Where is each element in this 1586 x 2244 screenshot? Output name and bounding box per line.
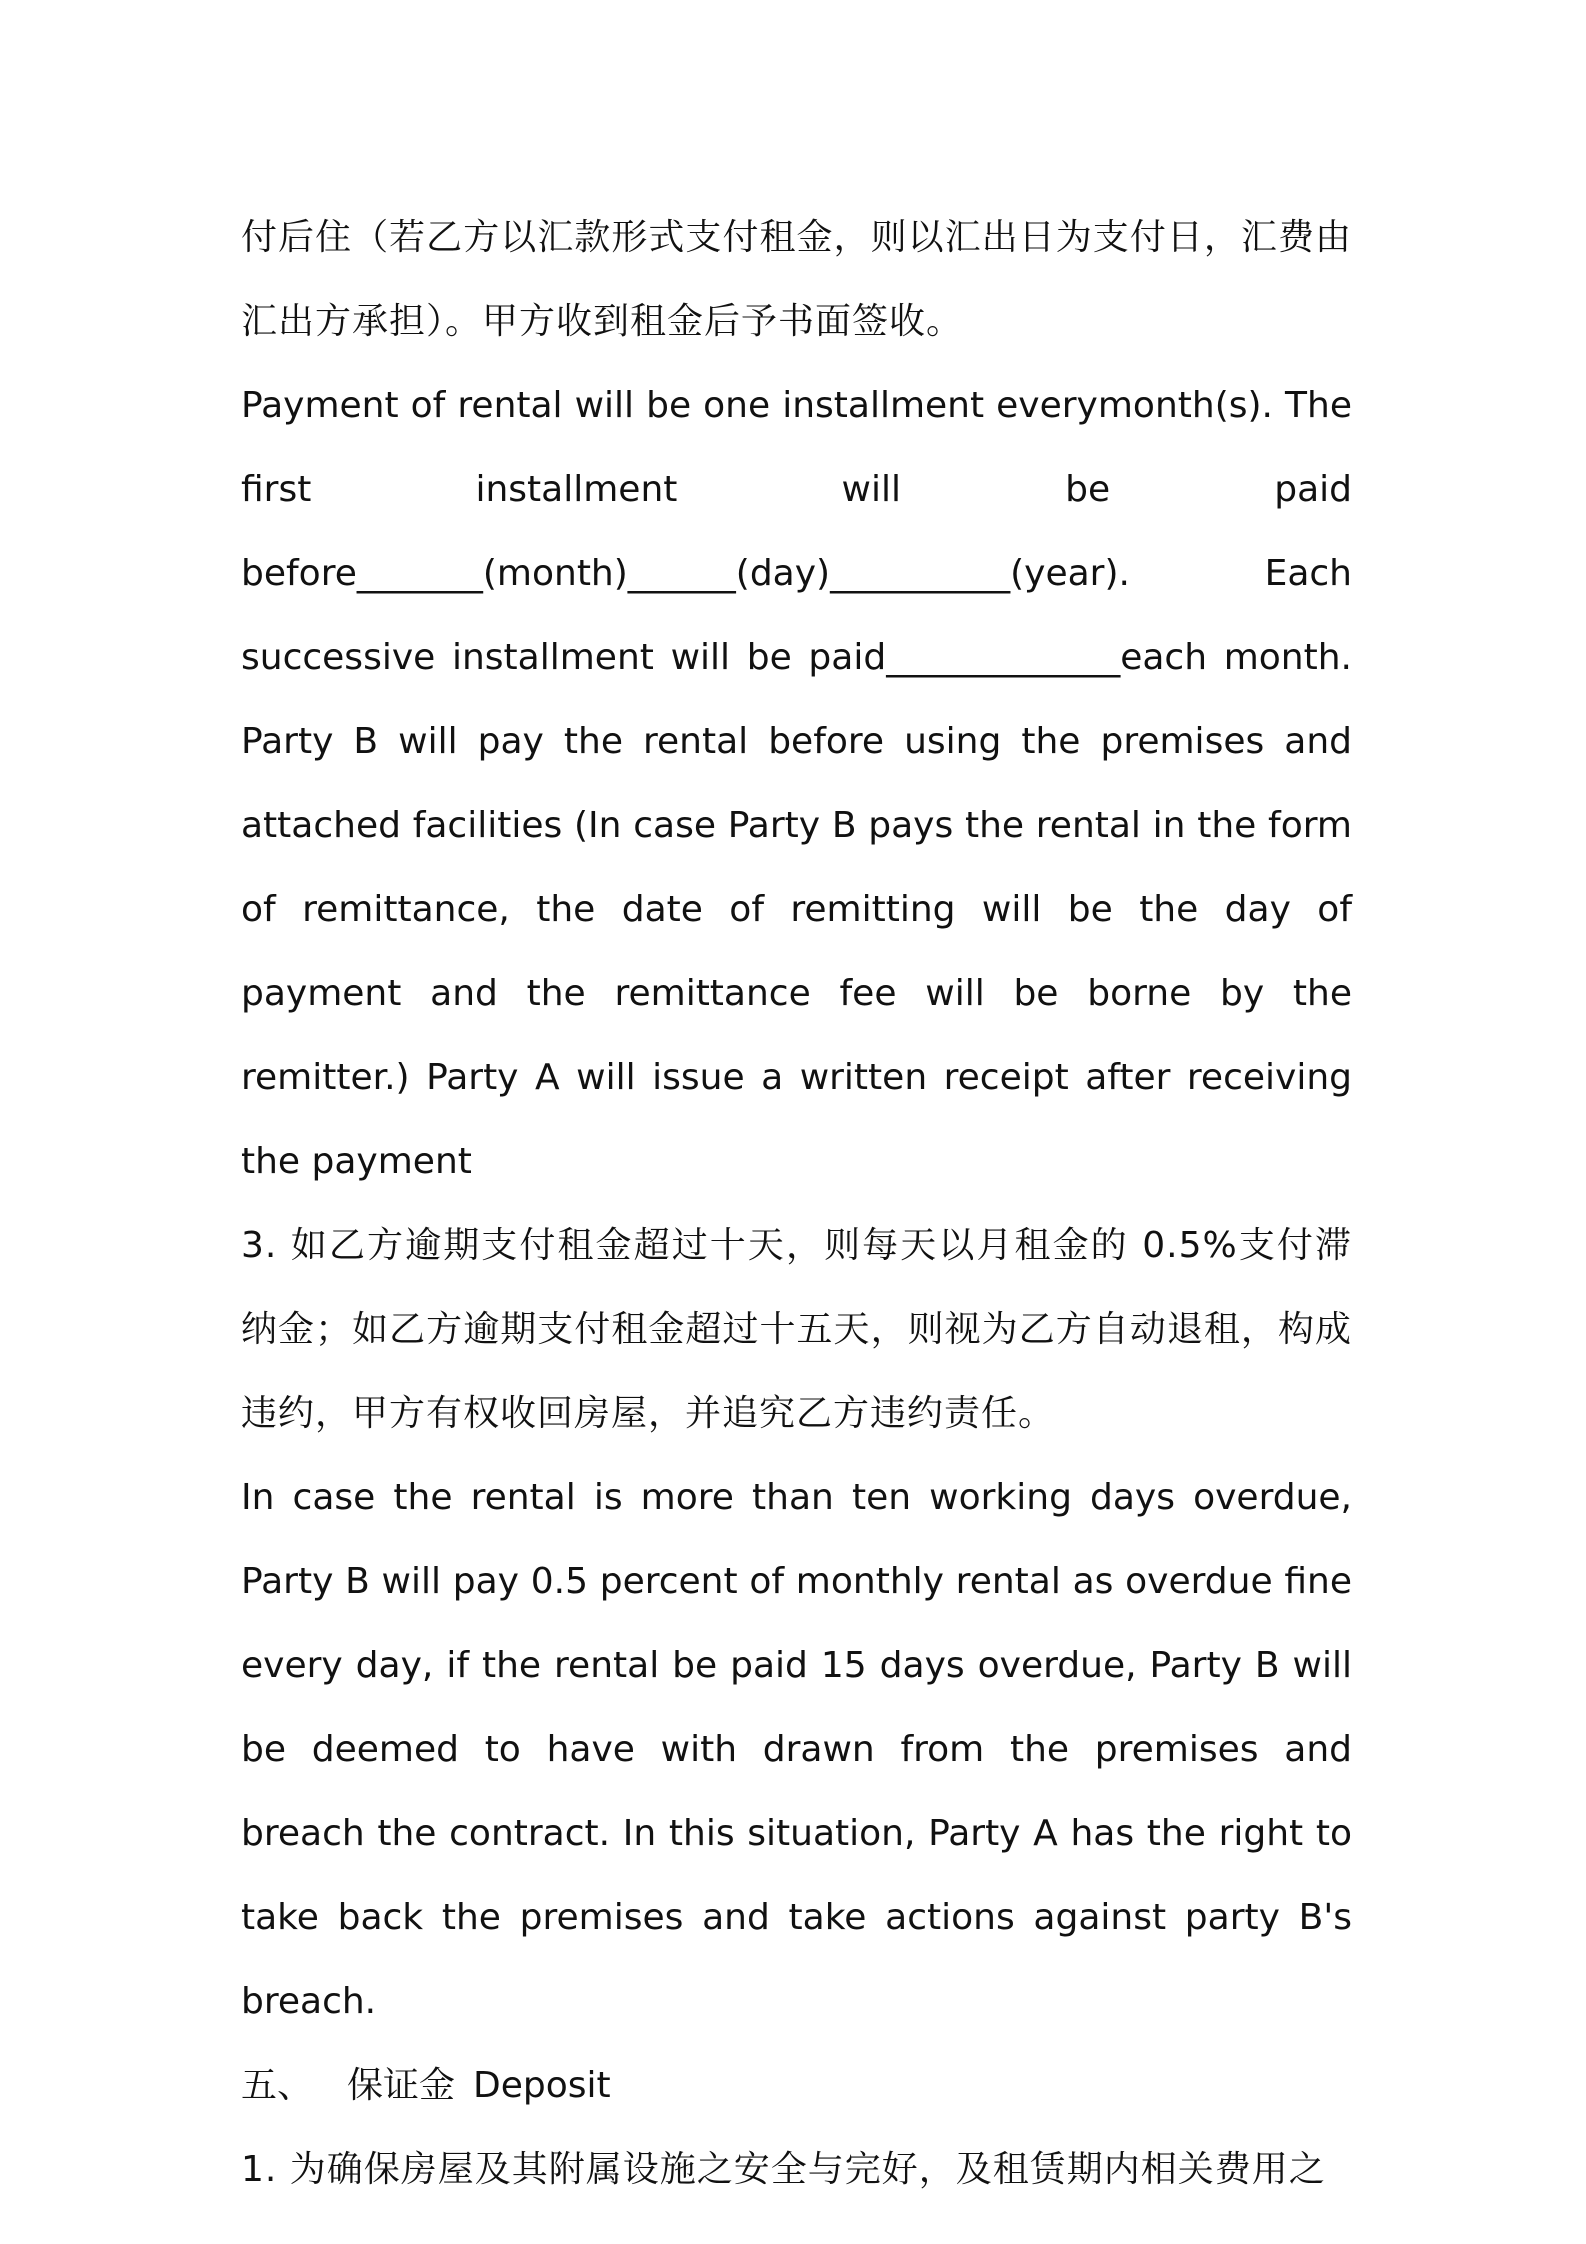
section-title-en: Deposit [473, 2065, 611, 2106]
section-number: 五、 [241, 2065, 314, 2106]
paragraph-payment-en: Payment of rental will be one installment everymonth(s). The first installment will be paid before_______(month)______(day)__________(year). Each successive installment will be paid_____________each month. Party B will pay the rental before using the premises and attached facilities (In case Party B pays the rental in the form of remittance, the date of remitting will be the day of payment and the remittance fee will be borne by the remitter.) Party A will issue a written receipt after receiving the payment [241, 385, 1352, 1182]
paragraph-overdue-zh: 3. 如乙方逾期支付租金超过十天，则每天以月租金的 0.5%支付滞纳金；如乙方逾期支付租金超过十五天，则视为乙方自动退租，构成违约，甲方有权收回房屋，并追究乙方违约责任。 [241, 1225, 1352, 1434]
section-title-zh: 保证金 [347, 2065, 456, 2106]
paragraph-payment-zh: 付后住（若乙方以汇款形式支付租金，则以汇出日为支付日，汇费由汇出方承担）。甲方收到租金后予书面签收。 [241, 217, 1352, 342]
paragraph-overdue-en: In case the rental is more than ten working days overdue, Party B will pay 0.5 percent of monthly rental as overdue fine every day, if the rental be paid 15 days overdue, Party B will be deemed to have with drawn from the premises and breach the contract. In this situation, Party A has the right to take back the premises and take actions against party B's breach. [241, 1477, 1352, 2022]
section-heading-deposit [241, 2044, 1352, 2128]
paragraph-deposit-zh: 1. 为确保房屋及其附属设施之安全与完好，及租赁期内相关费用之 [241, 2149, 1326, 2190]
document-page [241, 196, 1352, 2212]
